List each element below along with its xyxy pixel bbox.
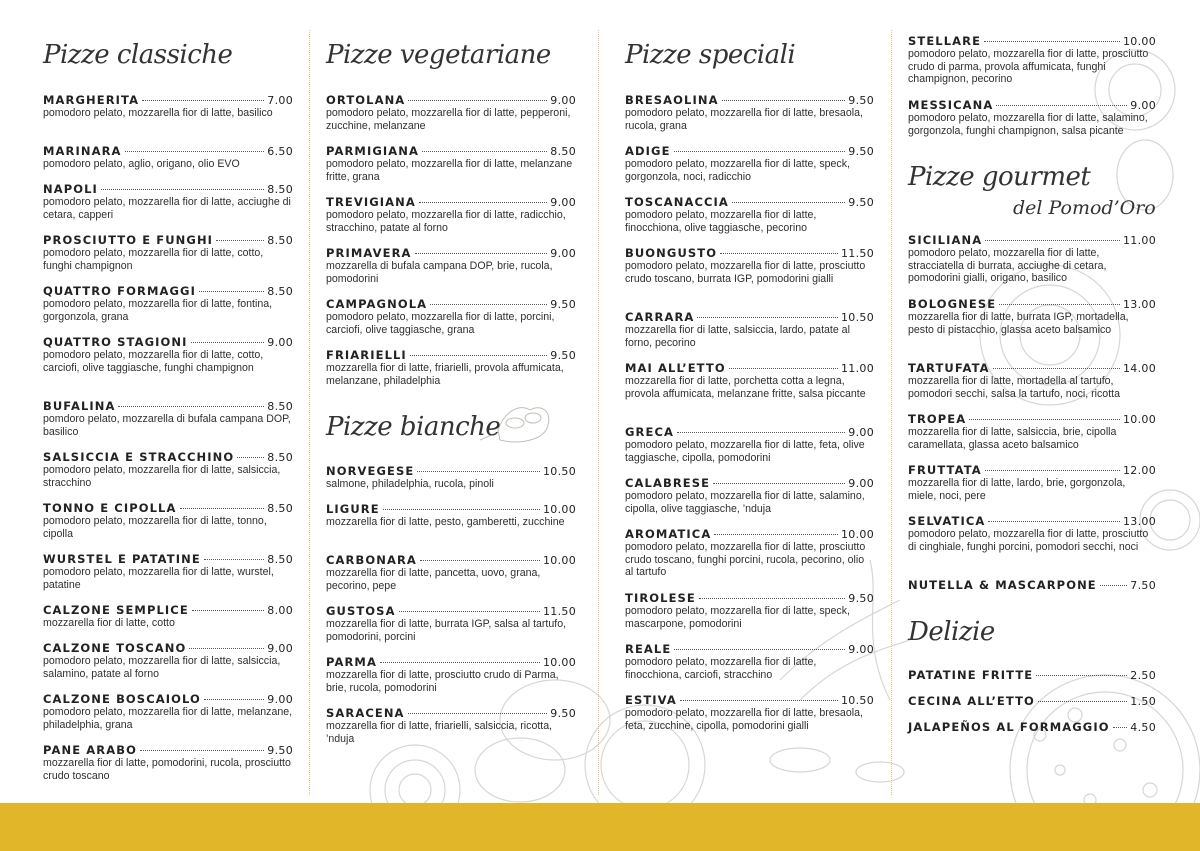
item-name: TREVIGIANA: [326, 195, 416, 209]
menu-item: [326, 464, 576, 491]
item-description: mozzarella fior di latte, burrata IGP, salsa al tartufo, pomodorini, porcini: [326, 618, 567, 643]
menu-item: [43, 692, 293, 731]
item-description: pomodoro pelato, mozzarella fior di latte, cotto, carciofi, olive taggiasche, funghi champignon: [43, 349, 264, 374]
item-name: CALABRESE: [625, 476, 711, 490]
dotted-leader: [714, 534, 838, 535]
column-divider: [891, 30, 892, 795]
item-price: 10.00: [543, 554, 576, 567]
dotted-leader: [1036, 675, 1127, 676]
item-name: TIROLESE: [625, 591, 696, 605]
item-description: pomodoro pelato, mozzarella fior di latte, tonno, cipolla: [43, 515, 267, 540]
item-description: mozzarella di bufala campana DOP, brie, rucola, pomodorini: [326, 260, 553, 285]
item-name: PARMA: [326, 655, 377, 669]
item-description: mozzarella fior di latte, salsiccia, lardo, patate al forno, pecorino: [625, 324, 850, 349]
item-name: SALSICCIA E STRACCHINO: [43, 450, 235, 464]
item-name: QUATTRO FORMAGGI: [43, 284, 196, 298]
dotted-leader: [969, 419, 1120, 420]
menu-item: [625, 591, 874, 630]
menu-item: [326, 93, 576, 132]
item-price: 8.50: [550, 145, 576, 158]
item-name: TONNO E CIPOLLA: [43, 501, 177, 515]
dotted-leader: [140, 750, 264, 751]
item-name: SELVATICA: [908, 514, 986, 528]
item-name: CARBONARA: [326, 553, 417, 567]
item-description: mozzarella fior di latte, mortadella al tartufo, pomodori secchi, salsa la tartufo, noci, ricotta: [908, 375, 1120, 400]
item-name: FRIARIELLI: [326, 348, 407, 362]
item-name: SARACENA: [326, 706, 405, 720]
dotted-leader: [417, 471, 540, 472]
menu-item: [625, 310, 874, 349]
dotted-leader: [419, 202, 547, 203]
dotted-leader: [204, 699, 264, 700]
dotted-leader: [699, 598, 845, 599]
item-name: AROMATICA: [625, 527, 712, 541]
menu-item: [625, 693, 874, 732]
item-description: salmone, philadelphia, rucola, pinoli: [326, 478, 494, 490]
menu-item: [43, 743, 293, 782]
dotted-leader: [1038, 701, 1127, 702]
item-price: 9.00: [1130, 99, 1156, 112]
item-description: pomodoro pelato, mozzarella fior di latte, bresaola, rucola, grana: [625, 107, 863, 132]
item-price: 9.50: [267, 744, 293, 757]
item-price: 7.50: [1130, 579, 1156, 592]
dotted-leader: [674, 151, 846, 152]
item-name: PROSCIUTTO E FUNGHI: [43, 233, 214, 247]
item-price: 9.50: [848, 592, 874, 605]
menu-item: [908, 514, 1156, 553]
column-divider: [309, 30, 310, 795]
dotted-leader: [420, 560, 540, 561]
item-description: pomodoro pelato, mozzarella fior di latte, stracciatella di burrata, acciughe di cetara, pomodorini gialli, origano, basilico: [908, 247, 1107, 285]
item-name: BRESAOLINA: [625, 93, 719, 107]
item-description: pomodoro pelato, mozzarella fior di latte, finocchiona, olive taggiasche, pecorino: [625, 209, 817, 234]
item-price: 9.50: [848, 94, 874, 107]
item-description: mozzarella fior di latte, lardo, brie, gorgonzola, miele, noci, pere: [908, 477, 1126, 502]
dotted-leader: [984, 41, 1120, 42]
item-price: 8.50: [267, 285, 293, 298]
item-price: 9.00: [550, 196, 576, 209]
item-description: pomodoro pelato, mozzarella fior di latte, cotto, funghi champignon: [43, 247, 264, 272]
menu-item: [326, 144, 576, 183]
menu-item: [326, 502, 576, 529]
item-price: 11.50: [543, 605, 576, 618]
item-price: 9.00: [550, 247, 576, 260]
dotted-leader: [1100, 585, 1128, 586]
item-price: 10.00: [543, 656, 576, 669]
item-price: 1.50: [1130, 695, 1156, 708]
menu-item: [908, 297, 1156, 336]
item-price: 8.50: [267, 451, 293, 464]
item-price: 8.50: [267, 502, 293, 515]
item-name: REALE: [625, 642, 672, 656]
item-name: CALZONE TOSCANO: [43, 641, 187, 655]
menu-item: [43, 501, 293, 540]
dotted-leader: [399, 611, 540, 612]
menu-item: [43, 233, 293, 272]
item-name: MESSICANA: [908, 98, 994, 112]
menu-item: [43, 552, 293, 591]
dotted-leader: [142, 100, 264, 101]
item-description: pomodoro pelato, mozzarella fior di latte, speck, mascarpone, pomodorini: [625, 605, 850, 630]
dotted-leader: [237, 457, 264, 458]
item-price: 2.50: [1130, 669, 1156, 682]
item-description: pomodoro pelato, mozzarella fior di latte, melanzane, philadelphia, grana: [43, 706, 293, 731]
item-name: ADIGE: [625, 144, 671, 158]
dotted-leader: [993, 368, 1120, 369]
item-name: WURSTEL E PATATINE: [43, 552, 201, 566]
dotted-leader: [383, 509, 540, 510]
item-name: PATATINE FRITTE: [908, 668, 1034, 682]
item-name: TROPEA: [908, 412, 967, 426]
item-price: 10.00: [1123, 35, 1156, 48]
item-description: pomodoro pelato, mozzarella fior di latte, salsiccia, stracchino: [43, 464, 281, 489]
menu-item: [326, 297, 576, 336]
dotted-leader: [697, 317, 838, 318]
dotted-leader: [732, 202, 845, 203]
item-name: ORTOLANA: [326, 93, 406, 107]
item-name: CECINA ALL’ETTO: [908, 694, 1035, 708]
dotted-leader: [674, 649, 845, 650]
item-name: BUFALINA: [43, 399, 116, 413]
item-description: pomdoro pelato, mozzarella di bufala campana DOP, basilico: [43, 413, 291, 438]
item-price: 9.50: [848, 196, 874, 209]
item-description: pomodoro pelato, mozzarella fior di latte, basilico: [43, 107, 273, 119]
item-description: mozzarella fior di latte, salsiccia, brie, cipolla caramellata, glassa aceto balsamico: [908, 426, 1117, 451]
item-description: mozzarella fior di latte, friarielli, salsiccia, ricotta, ’nduja: [326, 720, 553, 745]
dotted-leader: [988, 521, 1120, 522]
item-price: 9.00: [848, 643, 874, 656]
item-price: 4.50: [1130, 721, 1156, 734]
item-name: PARMIGIANA: [326, 144, 419, 158]
dotted-leader: [199, 291, 264, 292]
menu-item: [326, 655, 576, 694]
item-description: pomodoro pelato, mozzarella fior di latte, prosciutto di cinghiale, funghi porcini, pomodori secchi, noci: [908, 528, 1149, 553]
dotted-leader: [1113, 727, 1128, 728]
item-description: pomodoro pelato, mozzarella fior di latte, prosciutto crudo toscano, funghi porcini, rucola, pecorino, olio al tartufo: [625, 541, 866, 579]
dotted-leader: [204, 559, 265, 560]
item-price: 10.00: [1123, 413, 1156, 426]
item-name: NAPOLI: [43, 182, 98, 196]
item-name: MARINARA: [43, 144, 122, 158]
menu-item: [908, 668, 1156, 682]
menu-item: [908, 98, 1156, 137]
item-price: 14.00: [1123, 362, 1156, 375]
item-price: 10.50: [543, 465, 576, 478]
menu-item: [908, 233, 1156, 285]
item-description: pomodoro pelato, mozzarella fior di latte, salamino, gorgonzola, funghi champignon, salsa picante: [908, 112, 1148, 137]
dotted-leader: [189, 648, 264, 649]
item-description: pomodoro pelato, mozzarella fior di latte, wurstel, patatine: [43, 566, 274, 591]
item-price: 11.00: [841, 362, 874, 375]
menu-item: [326, 246, 576, 285]
item-price: 8.50: [267, 400, 293, 413]
item-description: pomodoro pelato, mozzarella fior di latte, prosciutto crudo di parma, provola affumicata, funghi champignon, pecorino: [908, 48, 1149, 86]
dotted-leader: [720, 253, 838, 254]
dotted-leader: [985, 240, 1120, 241]
item-name: NUTELLA & MASCARPONE: [908, 578, 1097, 592]
menu-item: [625, 425, 874, 464]
item-price: 9.00: [848, 477, 874, 490]
item-price: 9.00: [267, 336, 293, 349]
item-name: BUONGUSTO: [625, 246, 718, 260]
dotted-leader: [680, 700, 838, 701]
dotted-leader: [191, 342, 265, 343]
menu-item: [43, 144, 293, 171]
menu-item: [625, 527, 874, 579]
item-name: GUSTOSA: [326, 604, 396, 618]
item-name: GRECA: [625, 425, 674, 439]
item-price: 8.50: [267, 234, 293, 247]
menu-item: [625, 361, 874, 400]
item-name: TARTUFATA: [908, 361, 990, 375]
item-description: pomodoro pelato, mozzarella fior di latte, porcini, carciofi, olive taggiasche, grana: [326, 311, 555, 336]
menu-item: [43, 93, 293, 120]
dotted-leader: [985, 470, 1120, 471]
item-name: MAI ALL’ETTO: [625, 361, 726, 375]
menu-item: [625, 195, 874, 234]
item-description: mozzarella fior di latte, pancetta, uovo, grana, pecorino, pepe: [326, 567, 541, 592]
item-name: CALZONE BOSCAIOLO: [43, 692, 201, 706]
item-description: pomodoro pelato, mozzarella fior di latte, fontina, gorgonzola, grana: [43, 298, 273, 323]
item-description: pomodoro pelato, mozzarella fior di latte, radicchio, stracchino, patate al forno: [326, 209, 566, 234]
menu-item: [625, 642, 874, 681]
item-description: mozzarella fior di latte, pomodorini, rucola, prosciutto crudo toscano: [43, 757, 291, 782]
item-price: 9.50: [550, 707, 576, 720]
dotted-leader: [415, 253, 548, 254]
menu-item: [43, 399, 293, 438]
menu-item: [326, 195, 576, 234]
menu-item: [625, 476, 874, 515]
item-description: pomodoro pelato, mozzarella fior di latte, melanzane fritte, grana: [326, 158, 573, 183]
menu-item: [43, 603, 293, 630]
item-price: 9.00: [267, 642, 293, 655]
dotted-leader: [677, 432, 845, 433]
item-name: MARGHERITA: [43, 93, 140, 107]
item-price: 8.50: [267, 183, 293, 196]
menu-item: [43, 182, 293, 221]
item-price: 13.00: [1123, 515, 1156, 528]
menu-item: [326, 706, 576, 745]
item-name: JALAPEÑOS AL FORMAGGIO: [908, 720, 1110, 734]
item-price: 10.50: [841, 694, 874, 707]
item-description: mozzarella fior di latte, friarielli, provola affumicata, melanzane, philadelphia: [326, 362, 564, 387]
section-subtitle: del Pomod’Oro: [1013, 197, 1156, 219]
menu-item: [625, 93, 874, 132]
menu-item: [908, 463, 1156, 502]
item-name: PRIMAVERA: [326, 246, 412, 260]
item-price: 9.00: [267, 693, 293, 706]
item-description: pomodoro pelato, mozzarella fior di latte, pepperoni, zucchine, melanzane: [326, 107, 571, 132]
item-price: 11.50: [841, 247, 874, 260]
item-description: mozzarella fior di latte, cotto: [43, 617, 175, 629]
item-name: SICILIANA: [908, 233, 983, 247]
item-price: 9.00: [550, 94, 576, 107]
item-price: 9.50: [848, 145, 874, 158]
item-description: pomodoro pelato, mozzarella fior di latte, speck, gorgonzola, noci, radicchio: [625, 158, 850, 183]
item-description: pomodoro pelato, mozzarella fior di latte, salamino, cipolla, olive taggiasche, ’nduja: [625, 490, 865, 515]
dotted-leader: [180, 508, 265, 509]
item-name: CALZONE SEMPLICE: [43, 603, 189, 617]
item-price: 9.50: [550, 298, 576, 311]
menu-item: [43, 641, 293, 680]
section-title: Delizie: [908, 617, 995, 647]
item-name: FRUTTATA: [908, 463, 982, 477]
item-price: 13.00: [1123, 298, 1156, 311]
item-description: pomodoro pelato, mozzarella fior di latte, prosciutto crudo toscano, burrata IGP, pomodorini gialli: [625, 260, 866, 285]
item-name: TOSCANACCIA: [625, 195, 729, 209]
item-name: LIGURE: [326, 502, 380, 516]
dotted-leader: [101, 189, 264, 190]
dotted-leader: [430, 304, 547, 305]
item-name: ESTIVA: [625, 693, 677, 707]
dotted-leader: [118, 406, 264, 407]
item-name: NORVEGESE: [326, 464, 415, 478]
dotted-leader: [410, 355, 547, 356]
column-divider: [598, 30, 599, 795]
item-price: 10.00: [841, 528, 874, 541]
item-description: pomodoro pelato, mozzarella fior di latte, bresaola, feta, zucchine, cipolla, pomodorini gialli: [625, 707, 863, 732]
dotted-leader: [713, 483, 845, 484]
menu-item: [625, 144, 874, 183]
item-description: pomodoro pelato, mozzarella fior di latte, finocchiona, carciofi, stracchino: [625, 656, 817, 681]
item-name: STELLARE: [908, 34, 982, 48]
item-price: 9.50: [550, 349, 576, 362]
item-description: pomodoro pelato, mozzarella fior di latte, acciughe di cetara, capperi: [43, 196, 291, 221]
menu-item: [625, 246, 874, 285]
item-description: mozzarella fior di latte, porchetta cotta a legna, provola affumicata, melanzane fritte, salsa piccante: [625, 375, 866, 400]
item-price: 6.50: [267, 145, 293, 158]
item-name: BOLOGNESE: [908, 297, 997, 311]
menu-item: [908, 694, 1156, 708]
item-name: PANE ARABO: [43, 743, 137, 757]
dotted-leader: [722, 100, 846, 101]
item-price: 12.00: [1123, 464, 1156, 477]
item-price: 9.00: [848, 426, 874, 439]
dotted-leader: [729, 368, 838, 369]
item-description: mozzarella fior di latte, burrata IGP, mortadella, pesto di pistacchio, glassa aceto balsamico: [908, 311, 1129, 336]
menu-item: [43, 335, 293, 374]
menu-item: [326, 553, 576, 592]
dotted-leader: [380, 662, 540, 663]
dotted-leader: [192, 610, 265, 611]
footer-color-band: [0, 803, 1200, 851]
section-title: Pizze bianche: [326, 412, 501, 442]
menu-item: [908, 578, 1156, 592]
dotted-leader: [422, 151, 547, 152]
menu-item: [908, 34, 1156, 86]
section-title: Pizze vegetariane: [326, 40, 551, 70]
item-price: 10.50: [841, 311, 874, 324]
item-description: pomodoro pelato, aglio, origano, olio EVO: [43, 158, 240, 170]
section-title: Pizze classiche: [43, 40, 233, 70]
item-description: mozzarella fior di latte, pesto, gamberetti, zucchine: [326, 516, 565, 528]
menu-item: [908, 412, 1156, 451]
dotted-leader: [408, 713, 548, 714]
item-price: 11.00: [1123, 234, 1156, 247]
item-price: 8.00: [267, 604, 293, 617]
item-description: pomodoro pelato, mozzarella fior di latte, feta, olive taggiasche, cipolla, pomodorini: [625, 439, 865, 464]
dotted-leader: [999, 304, 1120, 305]
menu-item: [43, 284, 293, 323]
menu-item: [326, 604, 576, 643]
item-price: 7.00: [267, 94, 293, 107]
item-description: pomodoro pelato, mozzarella fior di latte, salsiccia, salamino, patate al forno: [43, 655, 281, 680]
item-price: 10.00: [543, 503, 576, 516]
section-title: Pizze speciali: [625, 40, 796, 70]
item-description: mozzarella fior di latte, prosciutto crudo di Parma, brie, rucola, pomodorini: [326, 669, 559, 694]
dotted-leader: [408, 100, 547, 101]
dotted-leader: [996, 105, 1127, 106]
dotted-leader: [216, 240, 264, 241]
menu-item: [326, 348, 576, 387]
menu-item: [908, 361, 1156, 400]
menu-item: [43, 450, 293, 489]
menu-item: [908, 720, 1156, 734]
item-name: QUATTRO STAGIONI: [43, 335, 188, 349]
item-price: 8.50: [267, 553, 293, 566]
item-name: CARRARA: [625, 310, 695, 324]
section-title: Pizze gourmet: [908, 162, 1091, 192]
dotted-leader: [125, 151, 265, 152]
item-name: CAMPAGNOLA: [326, 297, 428, 311]
